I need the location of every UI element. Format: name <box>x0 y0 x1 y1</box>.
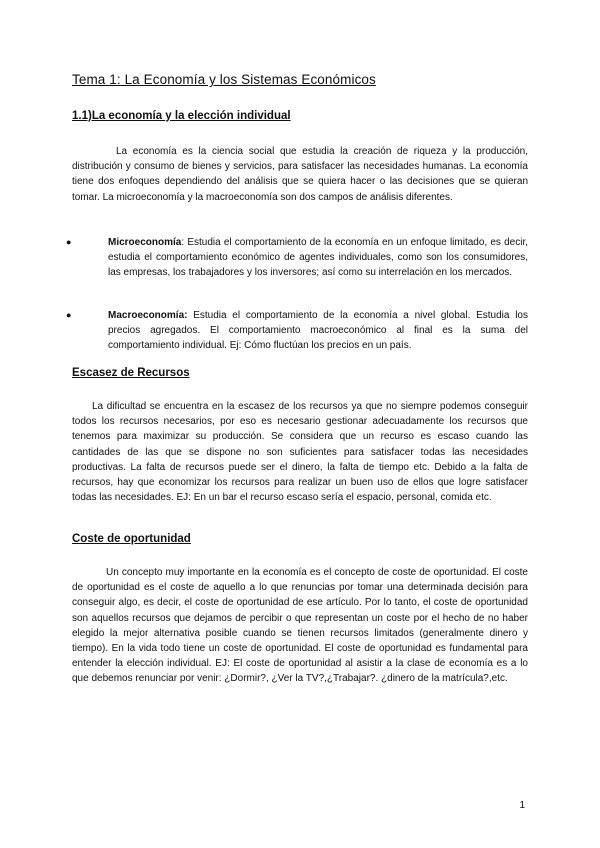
bullet-macroeconomia <box>66 308 528 354</box>
section-heading-economia: 1.1)La economía y la elección individual <box>72 110 291 122</box>
paragraph-coste: Un concepto muy importante en la economía es el concepto de coste de oportunidad. El coste de oportunidad es el coste de aquello a lo que renuncias por tomar una determinada decisión para conseguir algo, es decir, el coste de oportunidad de ese artículo. Por lo tanto, el coste de oportunidad son aquellos recursos que dejamos de percibir o que representan un coste por el hecho de no haber elegido la mejor alternativa posible cuando se tienen recursos limitados (generalmente dinero y tiempo). En la vida todo tiene un coste de oportunidad. El coste de oportunidad es fundamental para entender la elección individual. EJ: El coste de oportunidad al asistir a la clase de economía es a lo que debemos renunciar por venir: ¿Dormir?, ¿Ver la TV?,¿Trabajar?. ¿dinero de la matrícula?,etc. <box>72 567 528 685</box>
paragraph-economia: La economía es la ciencia social que estudia la creación de riqueza y la producción, distribución y consumo de bienes y servicios, para satisfacer las necesidades humanas. La economía tiene dos enfoques dependiendo del análisis que se quiera hacer o las decisiones que se quieran tomar. La microeconomía y la macroeconomía son dos campos de análisis diferentes. <box>72 146 528 203</box>
definition-microeconomia: : Estudia el comportamiento de la economía en un enfoque limitado, es decir, estudia el comportamiento económico de agentes individuales, como son los consumidores, las empresas, los trabajadores y los inversores; así como su interrelación en los mercados. <box>108 237 528 279</box>
bullet-microeconomia <box>66 235 528 281</box>
document-title: Tema 1: La Economía y los Sistemas Económicos <box>72 72 376 87</box>
paragraph-escasez: La dificultad se encuentra en la escasez de los recursos ya que no siempre podemos conseguir todos los recursos necesarios, por eso es necesario gestionar adecuadamente los recursos que tenemos para maximizar su producción. Se considera que un recurso es escaso cuando las cantidades de las que se dispone no son suficientes para satisfacer todas las necesidades productivas. La falta de recursos puede ser el dinero, la falta de tiempo etc. Debido a la falta de recursos, hay que economizar los recursos para realizar un buen uso de ellos que logre satisfacer todas las necesidades. EJ: En un bar el recurso escaso sería el espacio, personal, comida etc. <box>72 401 528 504</box>
page-number: 1 <box>519 800 525 811</box>
term-microeconomia: Microeconomía <box>108 237 182 248</box>
definition-macroeconomia: Estudia el comportamiento de la economía a nivel global. Estudia los precios agregados. El comportamiento macroeconómico al final es la suma del comportamiento individual. Ej: Cómo fluctúan los precios en un país. <box>108 310 528 352</box>
bullet-marker: ● <box>66 237 72 247</box>
bullet-marker: ● <box>66 310 72 320</box>
section-heading-coste: Coste de oportunidad <box>72 533 191 545</box>
term-macroeconomia: Macroeconomía: <box>108 310 188 321</box>
section-heading-escasez: Escasez de Recursos <box>72 367 190 379</box>
